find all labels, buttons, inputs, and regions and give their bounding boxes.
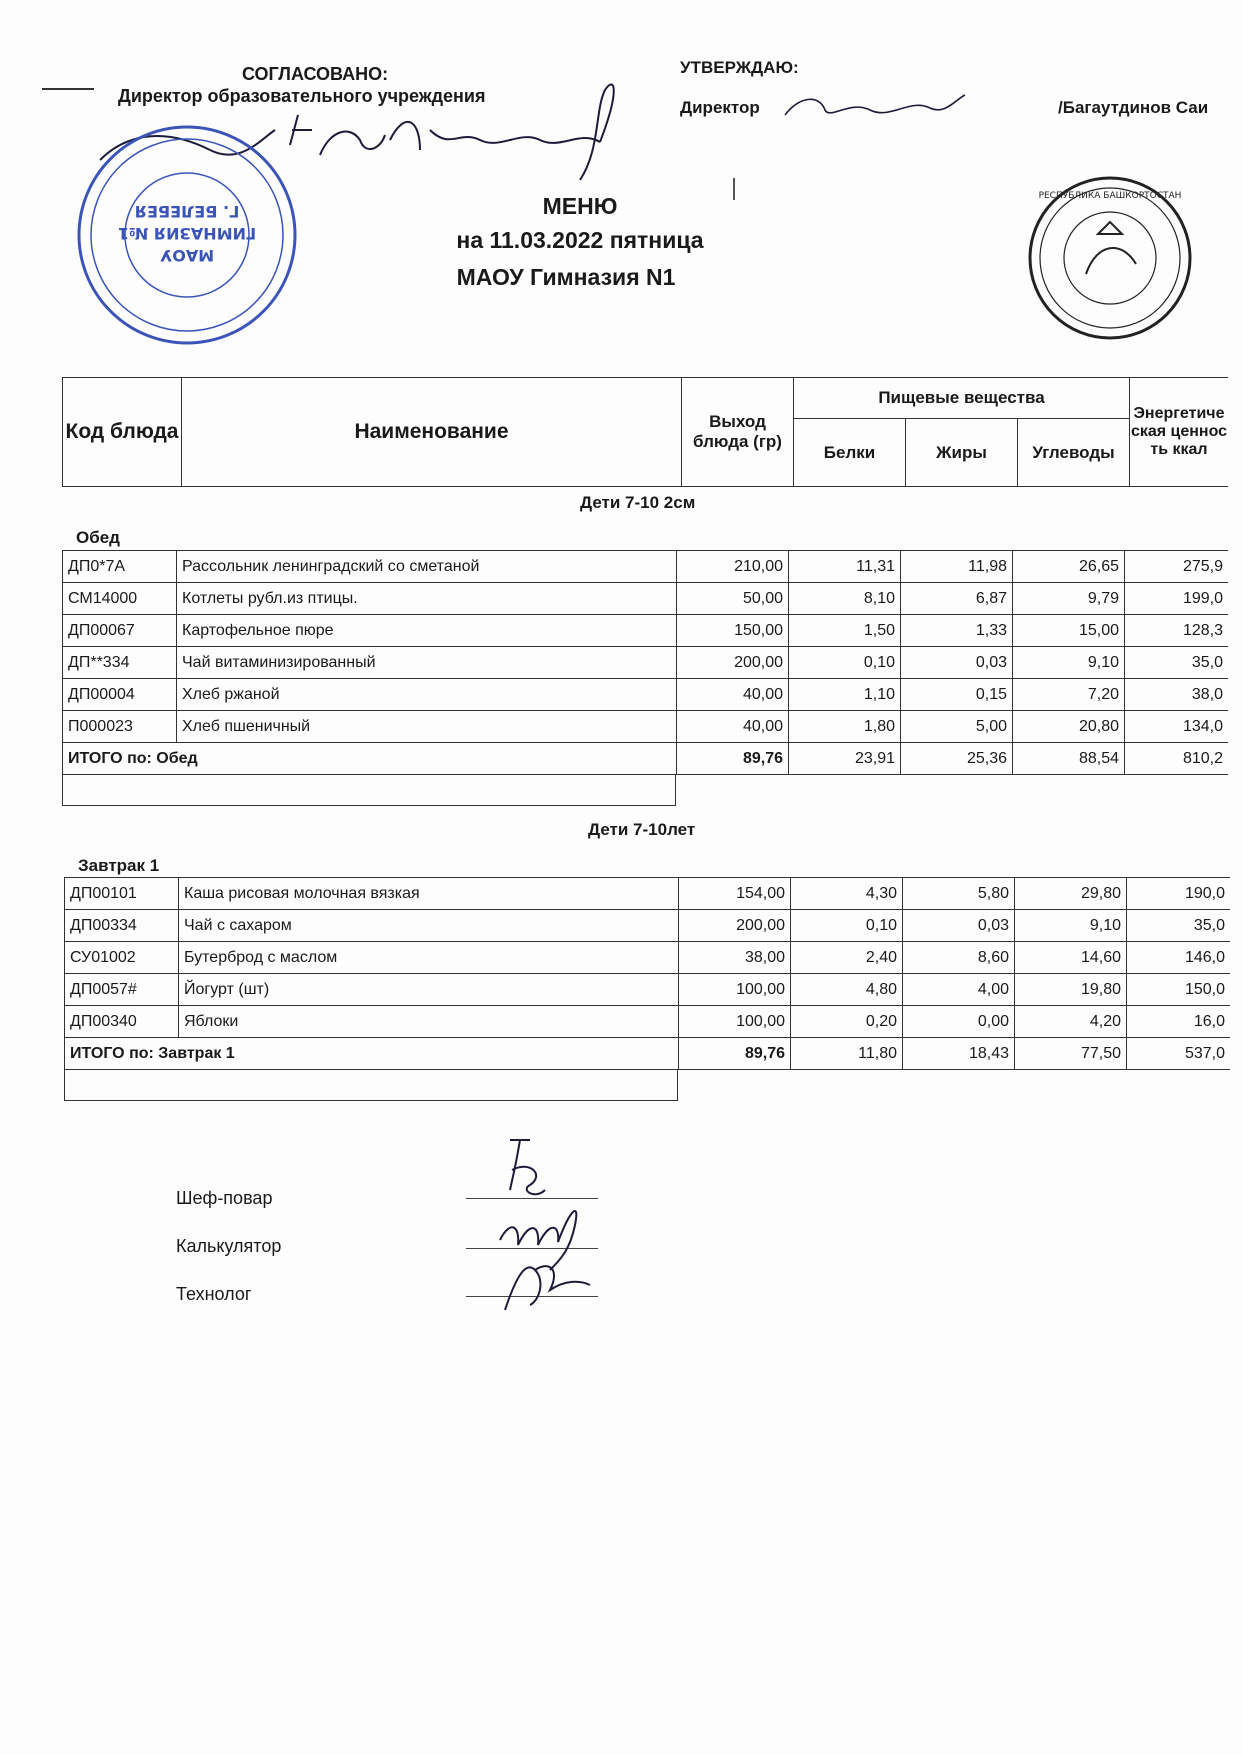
empty-row <box>62 774 676 806</box>
meal-label: Завтрак 1 <box>78 856 160 875</box>
cell-protein: 1,10 <box>788 678 900 710</box>
total-row <box>62 742 1228 774</box>
cell-code: ДП0057# <box>64 973 178 1005</box>
cell-protein: 1,50 <box>788 614 900 646</box>
group-label: Дети 7-10 2см <box>580 493 696 512</box>
cell-fat: 6,87 <box>900 582 1012 614</box>
cell-name: Бутерброд с маслом <box>178 941 678 973</box>
director-label: Директор <box>680 98 760 117</box>
cell-energy: 190,0 <box>1126 877 1230 909</box>
table-header <box>62 377 1228 487</box>
table-row <box>62 614 1228 646</box>
cell-name: Картофельное пюре <box>176 614 676 646</box>
cell-protein: 23,91 <box>788 742 900 774</box>
cell-code: ДП00340 <box>64 1005 178 1037</box>
meal-label: Обед <box>76 528 120 547</box>
cell-fat: 5,00 <box>900 710 1012 742</box>
cell-yield: 200,00 <box>678 909 790 941</box>
cell-code: ИТОГО по: Завтрак 1 <box>64 1037 678 1069</box>
table-row <box>62 582 1228 614</box>
director-name: /Багаутдинов Саи <box>1058 98 1209 117</box>
cell-fat: 18,43 <box>902 1037 1014 1069</box>
cell-yield: 200,00 <box>676 646 788 678</box>
col-header-yield: Выход блюда (гр) <box>682 377 794 487</box>
cell-carbs: 7,20 <box>1012 678 1124 710</box>
col-header-code: Код блюда <box>62 377 182 487</box>
cell-carbs: 77,50 <box>1014 1037 1126 1069</box>
cell-code: ДП00334 <box>64 909 178 941</box>
svg-text:ГИМНАЗИЯ №1: ГИМНАЗИЯ №1 <box>117 224 257 243</box>
cell-code: П000023 <box>62 710 176 742</box>
cell-energy: 35,0 <box>1124 646 1228 678</box>
cell-carbs: 9,10 <box>1012 646 1124 678</box>
cell-fat: 0,00 <box>902 1005 1014 1037</box>
cell-name: Чай витаминизированный <box>176 646 676 678</box>
cell-name: Яблоки <box>178 1005 678 1037</box>
cell-fat: 5,80 <box>902 877 1014 909</box>
col-header-name: Наименование <box>182 377 682 487</box>
cell-name: Хлеб ржаной <box>176 678 676 710</box>
cell-protein: 4,80 <box>790 973 902 1005</box>
cell-name: Рассольник ленинградский со сметаной <box>176 550 676 582</box>
cell-fat: 4,00 <box>902 973 1014 1005</box>
cell-energy: 38,0 <box>1124 678 1228 710</box>
cell-carbs: 9,79 <box>1012 582 1124 614</box>
cell-code: СМ14000 <box>62 582 176 614</box>
cell-fat: 0,03 <box>902 909 1014 941</box>
svg-text:РЕСПУБЛИКА БАШКОРТОСТАН: РЕСПУБЛИКА БАШКОРТОСТАН <box>1038 191 1182 201</box>
col-header-carbs: Углеводы <box>1018 419 1130 487</box>
table-row <box>62 678 1228 710</box>
table-row <box>64 973 1230 1005</box>
approve-title: УТВЕРЖДАЮ: <box>680 58 799 77</box>
cell-carbs: 88,54 <box>1012 742 1124 774</box>
empty-row <box>64 1069 678 1101</box>
menu-school: МАОУ Гимназия N1 <box>456 264 676 290</box>
cell-fat: 1,33 <box>900 614 1012 646</box>
cell-yield: 210,00 <box>676 550 788 582</box>
cell-protein: 8,10 <box>788 582 900 614</box>
cell-protein: 11,31 <box>788 550 900 582</box>
cell-name: Йогурт (шт) <box>178 973 678 1005</box>
cell-fat: 11,98 <box>900 550 1012 582</box>
cell-protein: 0,10 <box>788 646 900 678</box>
cell-protein: 0,20 <box>790 1005 902 1037</box>
cell-fat: 8,60 <box>902 941 1014 973</box>
cell-protein: 11,80 <box>790 1037 902 1069</box>
cell-carbs: 4,20 <box>1014 1005 1126 1037</box>
cell-carbs: 14,60 <box>1014 941 1126 973</box>
cell-name: Хлеб пшеничный <box>176 710 676 742</box>
cell-name: Чай с сахаром <box>178 909 678 941</box>
svg-text:МАОУ: МАОУ <box>159 246 215 265</box>
cell-energy: 16,0 <box>1126 1005 1230 1037</box>
cell-carbs: 20,80 <box>1012 710 1124 742</box>
table-row <box>62 550 1228 582</box>
cell-protein: 4,30 <box>790 877 902 909</box>
cell-yield: 40,00 <box>676 710 788 742</box>
cell-carbs: 15,00 <box>1012 614 1124 646</box>
cell-energy: 134,0 <box>1124 710 1228 742</box>
cell-energy: 35,0 <box>1126 909 1230 941</box>
right-stamp <box>1026 174 1194 342</box>
cell-energy: 537,0 <box>1126 1037 1230 1069</box>
cell-code: ДП0*7А <box>62 550 176 582</box>
table-row <box>62 710 1228 742</box>
cell-protein: 2,40 <box>790 941 902 973</box>
cell-yield: 89,76 <box>676 742 788 774</box>
cell-carbs: 19,80 <box>1014 973 1126 1005</box>
col-header-protein: Белки <box>794 419 906 487</box>
cell-protein: 1,80 <box>788 710 900 742</box>
col-header-energy: Энергетическая ценность ккал <box>1130 377 1228 487</box>
staff-signatures <box>490 1130 610 1320</box>
table-row <box>64 877 1230 909</box>
cell-code: ДП00004 <box>62 678 176 710</box>
table-row <box>64 1005 1230 1037</box>
cell-name: Котлеты рубл.из птицы. <box>176 582 676 614</box>
cell-yield: 38,00 <box>678 941 790 973</box>
agreed-title: СОГЛАСОВАНО: <box>242 64 389 84</box>
cell-code: СУ01002 <box>64 941 178 973</box>
svg-text:Г. БЕЛЕБЕЯ: Г. БЕЛЕБЕЯ <box>134 202 240 221</box>
cell-carbs: 29,80 <box>1014 877 1126 909</box>
cell-yield: 100,00 <box>678 1005 790 1037</box>
cell-code: ДП00067 <box>62 614 176 646</box>
cell-code: ДП**334 <box>62 646 176 678</box>
col-header-nutrients: Пищевые вещества <box>794 377 1130 419</box>
cell-yield: 89,76 <box>678 1037 790 1069</box>
cell-fat: 0,03 <box>900 646 1012 678</box>
table-row <box>62 646 1228 678</box>
technologist-label: Технолог <box>176 1284 252 1304</box>
divider <box>733 178 735 200</box>
cell-carbs: 26,65 <box>1012 550 1124 582</box>
cell-energy: 146,0 <box>1126 941 1230 973</box>
cell-energy: 199,0 <box>1124 582 1228 614</box>
left-stamp <box>72 120 302 350</box>
group-label: Дети 7-10лет <box>588 820 696 839</box>
menu-date: на 11.03.2022 пятница <box>456 227 704 253</box>
calculator-label: Калькулятор <box>176 1236 282 1256</box>
cell-protein: 0,10 <box>790 909 902 941</box>
table-row <box>64 909 1230 941</box>
col-header-fat: Жиры <box>906 419 1018 487</box>
cell-energy: 150,0 <box>1126 973 1230 1005</box>
cell-fat: 0,15 <box>900 678 1012 710</box>
cell-yield: 50,00 <box>676 582 788 614</box>
cell-carbs: 9,10 <box>1014 909 1126 941</box>
cell-fat: 25,36 <box>900 742 1012 774</box>
cell-code: ДП00101 <box>64 877 178 909</box>
cell-name: Каша рисовая молочная вязкая <box>178 877 678 909</box>
agreed-subtitle: Директор образовательного учреждения <box>118 86 486 106</box>
table-row <box>64 941 1230 973</box>
chef-label: Шеф-повар <box>176 1188 273 1208</box>
cell-energy: 128,3 <box>1124 614 1228 646</box>
cell-yield: 150,00 <box>676 614 788 646</box>
cell-yield: 100,00 <box>678 973 790 1005</box>
total-row <box>64 1037 1230 1069</box>
cell-code: ИТОГО по: Обед <box>62 742 676 774</box>
cell-energy: 810,2 <box>1124 742 1228 774</box>
director-signature <box>780 90 970 130</box>
cell-yield: 40,00 <box>676 678 788 710</box>
cell-yield: 154,00 <box>678 877 790 909</box>
menu-title: МЕНЮ <box>542 193 618 219</box>
cell-energy: 275,9 <box>1124 550 1228 582</box>
